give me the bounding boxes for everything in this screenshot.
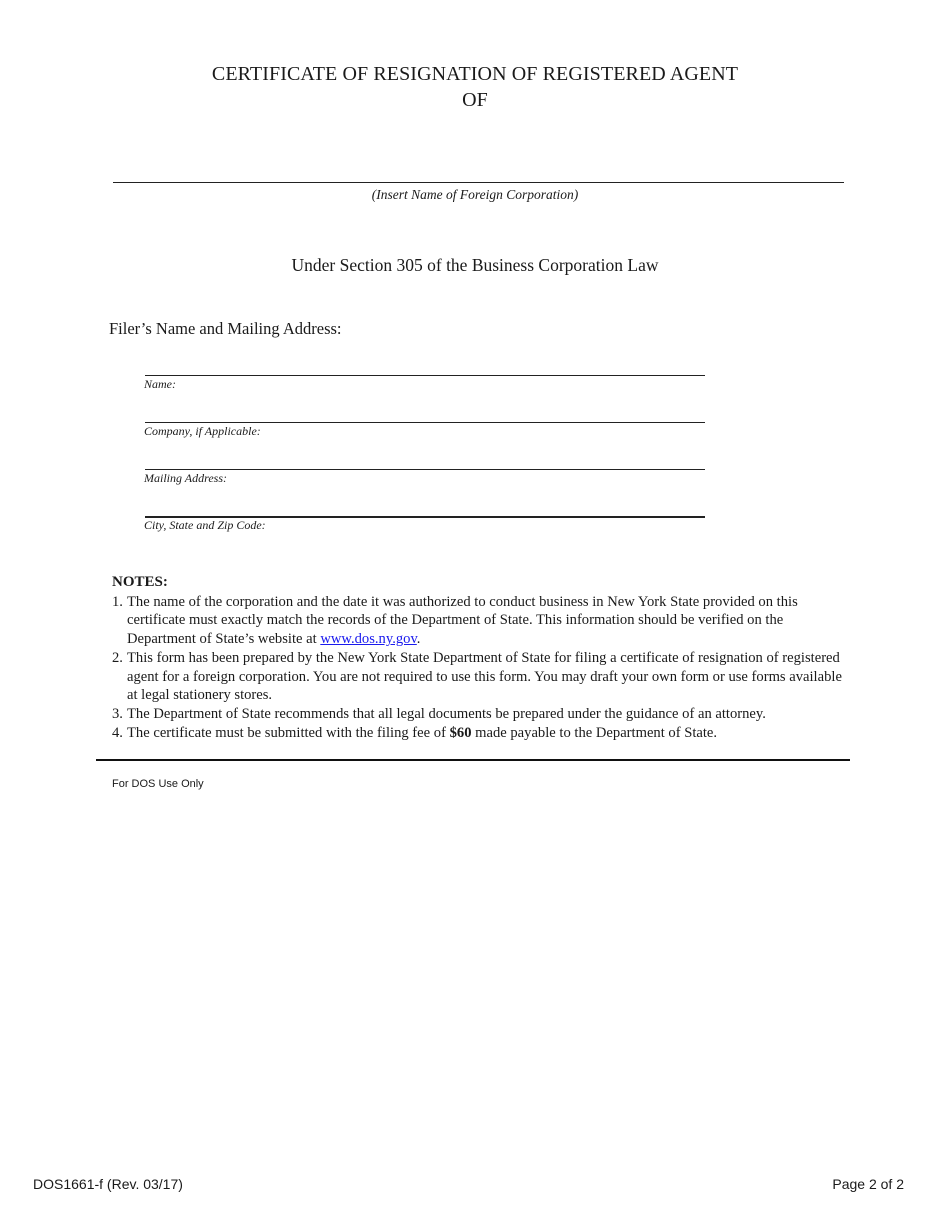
- city-state-zip-field-label: City, State and Zip Code:: [144, 518, 266, 532]
- document-title-line2: OF: [462, 89, 488, 111]
- mailing-address-field-label: Mailing Address:: [144, 471, 227, 485]
- note-number: 3.: [112, 705, 123, 722]
- filer-heading: Filer’s Name and Mailing Address:: [109, 319, 342, 338]
- statute-subtitle: Under Section 305 of the Business Corporation Law: [291, 255, 659, 275]
- corporation-name-line[interactable]: [113, 182, 844, 183]
- page-number: Page 2 of 2: [832, 1176, 904, 1192]
- corporation-name-caption: (Insert Name of Foreign Corporation): [371, 187, 579, 202]
- name-field-label: Name:: [144, 377, 176, 391]
- section-divider: [96, 759, 850, 761]
- note-text-part: .: [416, 631, 421, 648]
- note-text: The Department of State recommends that all legal documents be prepared under the guidance of an attorney.: [127, 705, 766, 722]
- company-field-line[interactable]: [145, 422, 705, 423]
- notes-section: [112, 573, 842, 742]
- filing-fee: $60: [449, 724, 472, 741]
- note-item: [112, 705, 842, 724]
- note-number: 4.: [112, 724, 123, 741]
- note-item: [112, 593, 842, 649]
- note-text-part: The name of the corporation and the date it was authorized to conduct business in New York State provided on this certificate must exactly match the records of the Department of State. This information should be verified on the Department of State’s website at: [127, 593, 798, 648]
- document-title-line1: CERTIFICATE OF RESIGNATION OF REGISTERED AGENT: [211, 63, 739, 85]
- company-field-label: Company, if Applicable:: [144, 424, 261, 438]
- note-text: This form has been prepared by the New York State Department of State for filing a certificate of resignation of registered agent for a foreign corporation. You are not required to use this form. You may draft your own form or use forms available at legal stationery stores.: [127, 649, 842, 704]
- note-item: [112, 649, 842, 705]
- note-number: 1.: [112, 593, 123, 610]
- note-text-part: made payable to the Department of State.: [471, 724, 718, 741]
- dos-website-link[interactable]: www.dos.ny.gov: [320, 631, 417, 648]
- dos-use-only-label: For DOS Use Only: [112, 778, 204, 790]
- note-item: [112, 724, 842, 743]
- note-text: [127, 724, 842, 743]
- note-number: 2.: [112, 649, 123, 666]
- name-field-line[interactable]: [145, 375, 705, 376]
- mailing-address-field-line[interactable]: [145, 469, 705, 470]
- notes-heading: NOTES:: [112, 574, 168, 590]
- form-id: DOS1661-f (Rev. 03/17): [33, 1176, 183, 1192]
- note-text: [127, 593, 842, 649]
- note-text-part: The certificate must be submitted with the filing fee of: [127, 724, 450, 741]
